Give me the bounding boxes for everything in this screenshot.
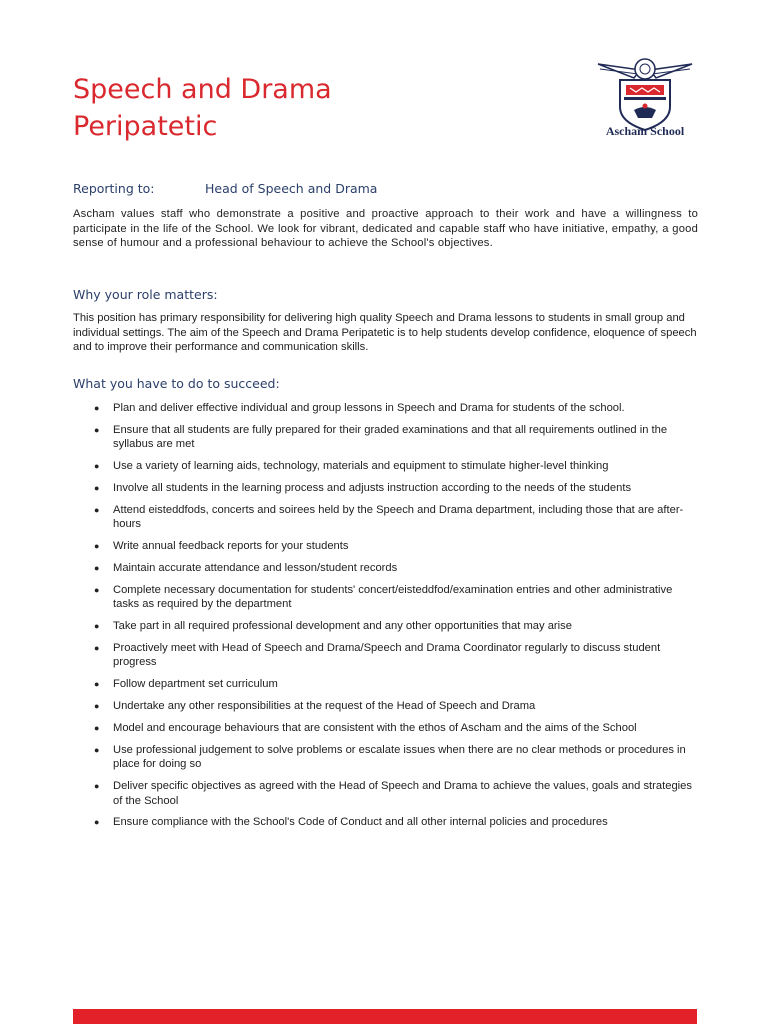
reporting-line xyxy=(73,181,378,196)
bullet-icon: ● xyxy=(94,504,100,515)
list-item xyxy=(73,779,698,808)
intro-paragraph: Ascham values staff who demonstrate a positive and proactive approach to their work and have a willingness to participate in the life of the School. We look for vibrant, dedicated and capable staff who have initiative, empathy, a good sense of humour and a professional behaviour to achieve the School's objectives. xyxy=(73,208,698,250)
task-text: Take part in all required professional development and any other opportunities that may arise xyxy=(113,620,572,633)
tasks-heading: What you have to do to succeed: xyxy=(73,376,280,391)
bullet-icon: ● xyxy=(94,541,100,552)
list-item xyxy=(73,583,698,612)
task-text: Use a variety of learning aids, technology, materials and equipment to stimulate higher-level thinking xyxy=(113,460,609,473)
page-title xyxy=(73,71,332,145)
bullet-icon: ● xyxy=(94,817,100,828)
reporting-value: Head of Speech and Drama xyxy=(205,181,378,196)
task-text: Ensure compliance with the School's Code of Conduct and all other internal policies and procedures xyxy=(113,816,608,829)
bullet-icon: ● xyxy=(94,482,100,493)
title-line-2: Peripatetic xyxy=(73,111,218,142)
task-text: Attend eisteddfods, concerts and soirees held by the Speech and Drama department, including those that are after-hours xyxy=(113,503,684,531)
list-item xyxy=(73,619,698,634)
list-item xyxy=(73,721,698,736)
list-item xyxy=(73,423,698,452)
task-text: Complete necessary documentation for students' concert/eisteddfod/examination entries and other administrative tasks as required by the department xyxy=(113,583,673,611)
tasks-list xyxy=(73,401,698,837)
task-text: Model and encourage behaviours that are consistent with the ethos of Ascham and the aims of the School xyxy=(113,721,637,734)
bullet-icon: ● xyxy=(94,461,100,472)
bullet-icon: ● xyxy=(94,584,100,595)
list-item xyxy=(73,481,698,496)
list-item xyxy=(73,503,698,532)
task-text: Maintain accurate attendance and lesson/student records xyxy=(113,561,398,574)
task-text: Follow department set curriculum xyxy=(113,678,278,691)
task-text: Plan and deliver effective individual and group lessons in Speech and Drama for students of the school. xyxy=(113,402,625,414)
task-text: Involve all students in the learning process and adjusts instruction according to the needs of the students xyxy=(113,481,632,494)
bullet-icon: ● xyxy=(94,562,100,573)
task-text: Use professional judgement to solve problems or escalate issues when there are no clear methods or procedures in place for doing so xyxy=(113,743,686,771)
bullet-icon: ● xyxy=(94,780,100,791)
bullet-icon: ● xyxy=(94,424,100,435)
title-line-1: Speech and Drama xyxy=(73,74,332,105)
task-text: Proactively meet with Head of Speech and Drama/Speech and Drama Coordinator regularly to discuss student progress xyxy=(113,641,661,669)
bullet-icon: ● xyxy=(94,621,100,632)
role-heading: Why your role matters: xyxy=(73,287,218,302)
bullet-icon: ● xyxy=(94,679,100,690)
list-item xyxy=(73,561,698,576)
bullet-icon: ● xyxy=(94,642,100,653)
task-text: Undertake any other responsibilities at the request of the Head of Speech and Drama xyxy=(113,699,536,712)
bullet-icon: ● xyxy=(94,700,100,711)
bullet-icon: ● xyxy=(94,722,100,733)
list-item xyxy=(73,401,698,416)
list-item xyxy=(73,459,698,474)
list-item xyxy=(73,641,698,670)
list-item xyxy=(73,699,698,714)
bullet-icon: ● xyxy=(94,403,100,413)
list-item xyxy=(73,815,698,830)
task-text: Deliver specific objectives as agreed with the Head of Speech and Drama to achieve the values, goals and strategies of the School xyxy=(113,779,692,807)
role-paragraph: This position has primary responsibility for delivering high quality Speech and Drama lessons to students in small group and individual settings. The aim of the Speech and Drama Peripatetic is to help students develop confidence, eloquence of speech and to improve their performance and communication skills. xyxy=(73,312,697,354)
list-item xyxy=(73,539,698,554)
footer-bar xyxy=(73,1009,697,1024)
reporting-label: Reporting to: xyxy=(73,181,155,196)
list-item xyxy=(73,677,698,692)
bullet-icon: ● xyxy=(94,744,100,755)
list-item xyxy=(73,743,698,772)
school-name: Ascham School xyxy=(605,124,685,138)
task-text: Write annual feedback reports for your students xyxy=(113,540,349,553)
task-text: Ensure that all students are fully prepared for their graded examinations and that all requirements outlined in the syllabus are met xyxy=(113,423,668,451)
